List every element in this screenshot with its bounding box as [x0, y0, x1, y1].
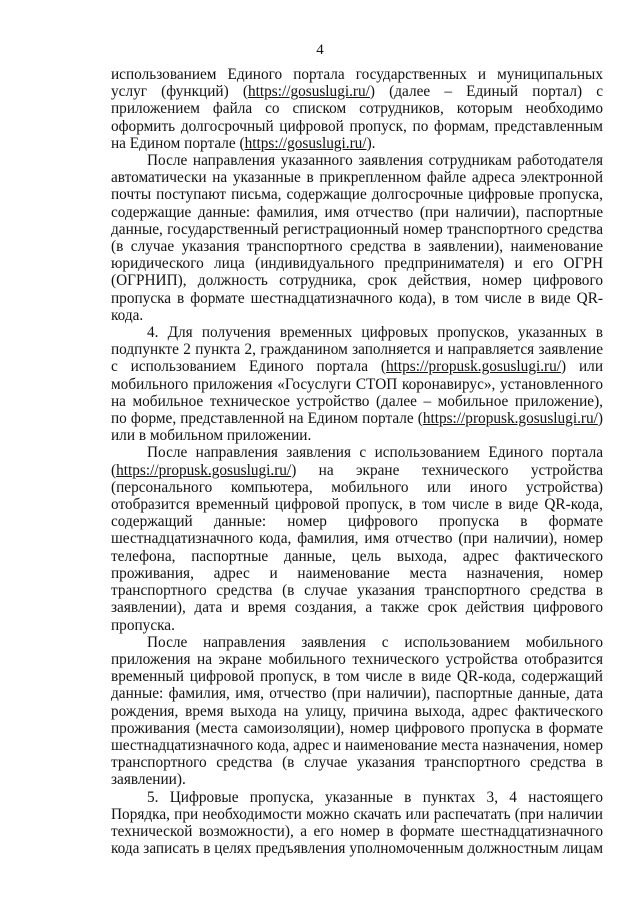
- text-run: После направления заявления с использованием мобильного приложения на экране мобильного технического устройства отобразится временный цифровой пропуск, в том числе в виде QR-кода, содержащий данные: фамилия, имя, отчество (при наличии), паспортные данные, дата рождения, время выхода на улицу, причина выхода, адрес фактического проживания (места самоизоляции), номер цифрового пропуска в формате шестнадцатизначного кода, адрес и наименование места назначения, номер транспортного средства (в случае указания транспортного средства в заявлении).: [111, 633, 604, 789]
- page-number: 4: [316, 42, 324, 58]
- text-run: 4. Для получения временных цифровых пропусков, указанных в подпункте 2 пункта 2, гражданином заполняется и направляется заявление с использованием Единого портала (: [111, 324, 603, 376]
- text-run: После направления указанного заявления сотрудникам работодателя автоматически на указанные в прикрепленном файле адреса электронной почты поступают письма, содержащие долгосрочные цифровые пропуска, содержащие данные: фамилия, имя отчество (при наличии), паспортные данные, государственный регистрационный номер транспортного средства (в случае указания транспортного средства в заявлении), наименование юридического лица (индивидуального предпринимателя) и его ОГРН (ОГРНИП), должность сотрудника, срок действия, номер цифрового пропуска в формате шестнадцатизначного кода), в том числе в виде QR-кода.: [111, 152, 603, 324]
- url-link[interactable]: https://gosuslugi.ru/: [244, 134, 367, 152]
- paragraph: [111, 444, 603, 633]
- paragraph: [111, 634, 603, 789]
- document-body: [111, 66, 603, 857]
- paragraph: [111, 324, 603, 444]
- url-link[interactable]: https://propusk.gosuslugi.ru/: [385, 358, 562, 376]
- text-run: ).: [366, 134, 376, 152]
- text-run: использованием Единого портала государственных и муниципальных услуг (функций) (: [111, 66, 603, 101]
- text-run: После направления заявления с использованием Единого портала (: [111, 444, 603, 479]
- url-link[interactable]: https://gosuslugi.ru/: [247, 83, 370, 101]
- url-link[interactable]: https://propusk.gosuslugi.ru/: [116, 461, 292, 479]
- text-run: ) (далее – Единый портал) с приложением файла со списком сотрудников, которым необходимо оформить долгосрочный цифровой пропуск, по формам, представленным на Едином портале (: [111, 83, 604, 152]
- text-run: 5. Цифровые пропуска, указанные в пунктах 3, 4 настоящего Порядка, при необходимости можно скачать или распечатать (при наличии технической возможности), а его номер в формате шестнадцатизначного кода записать в целях предъявления уполномоченным должностным лицам: [111, 788, 603, 858]
- paragraph: [111, 66, 603, 152]
- paragraph: [111, 152, 603, 324]
- paragraph: [111, 789, 603, 858]
- text-run: ) или в мобильном приложении.: [111, 410, 603, 445]
- text-run: ) на экране технического устройства (персонального компьютера, мобильного или иного устройства) отобразится временный цифровой пропуск, в том числе в виде QR-кода, содержащий данные: номер цифрового пропуска в формате шестнадцатизначного кода, фамилия, имя отчество (при наличии), номер телефона, паспортные данные, цель выхода, адрес фактического проживания, адрес и наименование места назначения, номер транспортного средства (в случае указания транспортного средства в заявлении), дата и время создания, а также срок действия цифрового пропуска.: [111, 461, 603, 634]
- text-run: ) или мобильного приложения «Госуслуги СТОП коронавирус», установленного на мобильное техническое устройство (далее – мобильное приложение), по форме, представленной на Едином портале (: [111, 358, 603, 428]
- url-link[interactable]: https://propusk.gosuslugi.ru/: [422, 410, 598, 428]
